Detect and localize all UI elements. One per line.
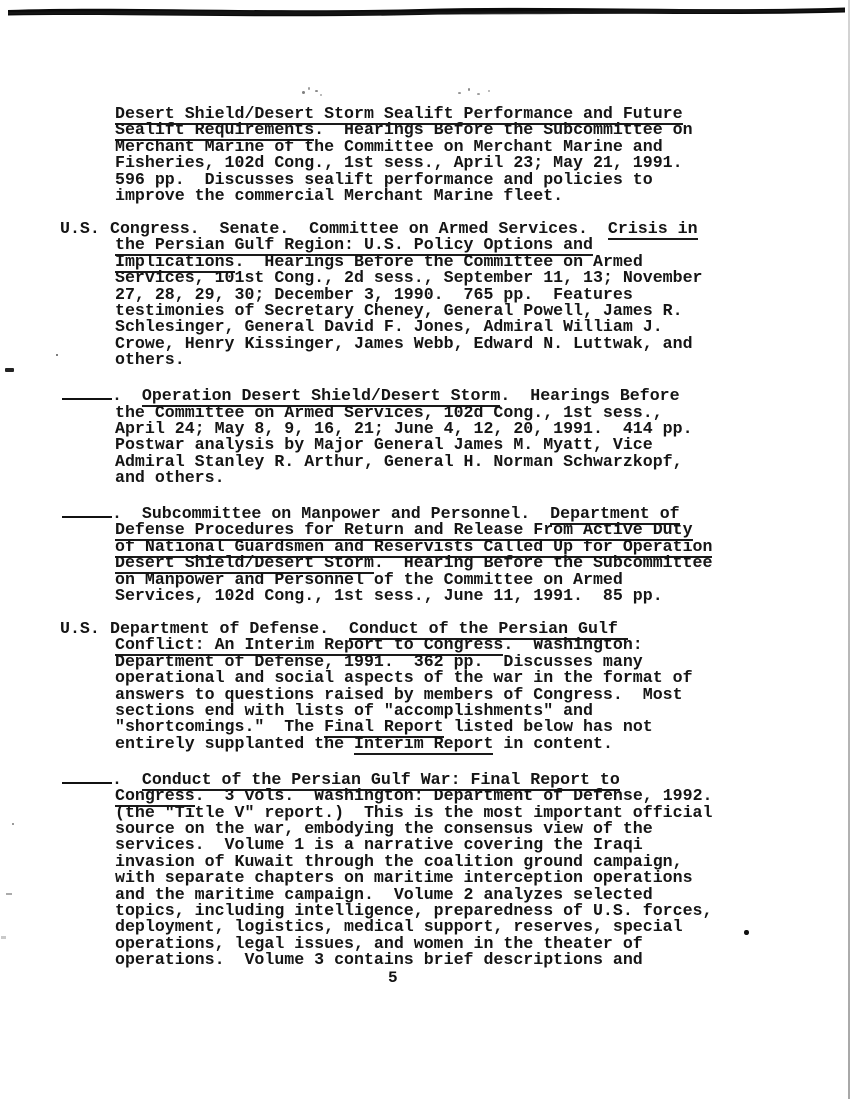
text-line: "shortcomings." The Final Report listed below has not: [115, 717, 653, 737]
text-line: on Manpower and Personnel of the Committee on Armed: [115, 569, 623, 589]
blank-author-rule: [62, 503, 112, 518]
scan-speck: [6, 893, 12, 895]
underlined-title: Interim Report: [354, 733, 494, 753]
text-line: operations, legal issues, and women in the theater of: [115, 933, 643, 953]
scan-speck: [302, 91, 305, 94]
underlined-title: of National Guardsmen and Reservists Called Up for Operation: [115, 536, 713, 556]
text-line: Admiral Stanley R. Arthur, General H. Norman Schwarzkopf,: [115, 451, 683, 471]
text-line: Fisheries, 102d Cong., 1st sess., April 23; May 21, 1991.: [115, 153, 683, 173]
underlined-title: Sealift Requirements: [115, 120, 315, 140]
page-number: 5: [388, 969, 398, 987]
text-line: operations. Volume 3 contains brief descriptions and: [115, 950, 643, 970]
text-line: Department of Defense, 1991. 362 pp. Discusses many: [115, 651, 643, 671]
blank-author-rule: [62, 769, 112, 784]
text-line: . Conduct of the Persian Gulf War: Final Report to: [115, 769, 795, 788]
scan-artifact-page-edge: [848, 0, 850, 1099]
text-line: services. Volume 1 is a narrative covering the Iraqi: [115, 835, 643, 855]
scan-speck: [488, 90, 490, 92]
text-line: . Operation Desert Shield/Desert Storm. Hearings Before: [115, 385, 795, 404]
underlined-title: Desert Shield/Desert Storm: [115, 553, 374, 573]
scan-artifact-top-bar: [0, 0, 851, 26]
text-line: entirely supplanted the Interim Report in content.: [115, 733, 613, 753]
text-line: source on the war, embodying the consensus view of the: [115, 818, 653, 838]
scan-speck: [458, 92, 461, 94]
scan-speck: [1, 936, 6, 939]
entry-lead-label: U.S.: [60, 218, 100, 238]
entry-lead-label: U.S.: [60, 618, 100, 638]
bibliography-entry: [112, 385, 795, 488]
text-line: Desert Shield/Desert Storm. Hearing Before the Subcommittee: [115, 553, 713, 573]
underlined-title: Crisis in: [607, 218, 698, 238]
underlined-title: Department of: [550, 504, 680, 524]
underlined-title: Conflict: An Interim Report to Congress: [115, 635, 504, 655]
text-line: Schlesinger, General David F. Jones, Admiral William J.: [115, 317, 663, 337]
scan-artifact-dash: [5, 368, 14, 372]
bibliography-entry: [115, 106, 795, 204]
scan-speck: [56, 354, 58, 356]
underlined-title: Operation Desert Shield/Desert Storm: [141, 386, 501, 406]
text-line: Congress. 3 vols. Washington: Department of Defense, 1992.: [115, 786, 713, 806]
text-line: Services, 102d Cong., 1st sess., June 11, 1991. 85 pp.: [115, 586, 663, 606]
text-line: and others.: [115, 468, 225, 488]
underlined-title: Implications: [115, 251, 235, 271]
text-line: Sealift Requirements. Hearings Before the Subcommittee on: [115, 120, 693, 140]
bibliography-list: [60, 104, 795, 985]
scan-speck: [468, 88, 470, 91]
text-line: the Committee on Armed Services, 102d Cong., 1st sess.,: [115, 402, 663, 422]
bibliography-entry: [112, 769, 795, 970]
text-line: . Subcommittee on Manpower and Personnel. Department of: [115, 503, 795, 522]
text-line: Services, 101st Cong., 2d sess., September 11, 13; November: [115, 268, 703, 288]
text-line: U.S. Congress. Senate. Committee on Armed Services. Crisis in: [60, 218, 698, 238]
text-line: invasion of Kuwait through the coalition ground campaign,: [115, 851, 683, 871]
text-line: deployment, logistics, medical support, reserves, special: [115, 917, 683, 937]
underlined-title: Conduct of the Persian Gulf: [349, 618, 628, 638]
underlined-title: Desert Shield/Desert Storm Sealift Performance and Future: [115, 104, 683, 123]
text-line: topics, including intelligence, preparedness of U.S. forces,: [115, 900, 713, 920]
text-line: 596 pp. Discusses sealift performance and policies to: [115, 169, 653, 189]
scan-speck: [477, 93, 480, 95]
scan-speck: [12, 823, 14, 825]
text-line: sections end with lists of "accomplishments" and: [115, 701, 593, 720]
text-line: and the maritime campaign. Volume 2 analyzes selected: [115, 884, 653, 904]
underlined-title: Conduct of the Persian Gulf War: Final Report to: [141, 769, 620, 789]
text-line: others.: [115, 350, 185, 370]
text-line: 27, 28, 29, 30; December 3, 1990. 765 pp. Features: [115, 284, 633, 304]
text-line: testimonies of Secretary Cheney, General Powell, James R.: [115, 300, 683, 320]
underlined-title: Congress: [115, 786, 195, 806]
underlined-title: the Persian Gulf Region: U.S. Policy Options and: [115, 235, 593, 255]
text-line: with separate chapters on maritime interception operations: [115, 868, 693, 888]
underlined-title: Defense Procedures for Return and Release From Active Duty: [115, 520, 693, 540]
bibliography-entry: [60, 618, 795, 753]
text-line: U.S. Department of Defense. Conduct of the Persian Gulf: [60, 618, 628, 638]
bibliography-entry: [60, 218, 795, 370]
text-line: Conflict: An Interim Report to Congress. Washington:: [115, 635, 643, 655]
text-line: April 24; May 8, 9, 16, 21; June 4, 12, 20, 1991. 414 pp.: [115, 418, 693, 438]
text-line: answers to questions raised by members of Congress. Most: [115, 684, 683, 704]
scan-speck: [308, 87, 310, 90]
text-line: (the "Title V" report.) This is the most important official: [115, 802, 713, 822]
bibliography-entry: [112, 503, 795, 606]
text-line: Postwar analysis by Major General James M. Myatt, Vice: [115, 435, 653, 455]
underlined-title: Final Report: [324, 717, 444, 737]
scan-artifact-dot: [744, 930, 749, 935]
blank-author-rule: [62, 385, 112, 400]
text-line: operational and social aspects of the war in the format of: [115, 668, 693, 688]
text-line: improve the commercial Merchant Marine fleet.: [115, 186, 564, 206]
text-line: Implications. Hearings Before the Committee on Armed: [115, 251, 643, 271]
text-line: Crowe, Henry Kissinger, James Webb, Edward N. Luttwak, and: [115, 333, 693, 353]
text-line: Merchant Marine of the Committee on Merchant Marine and: [115, 136, 663, 156]
scan-speck: [315, 90, 318, 92]
scan-speck: [320, 94, 322, 96]
